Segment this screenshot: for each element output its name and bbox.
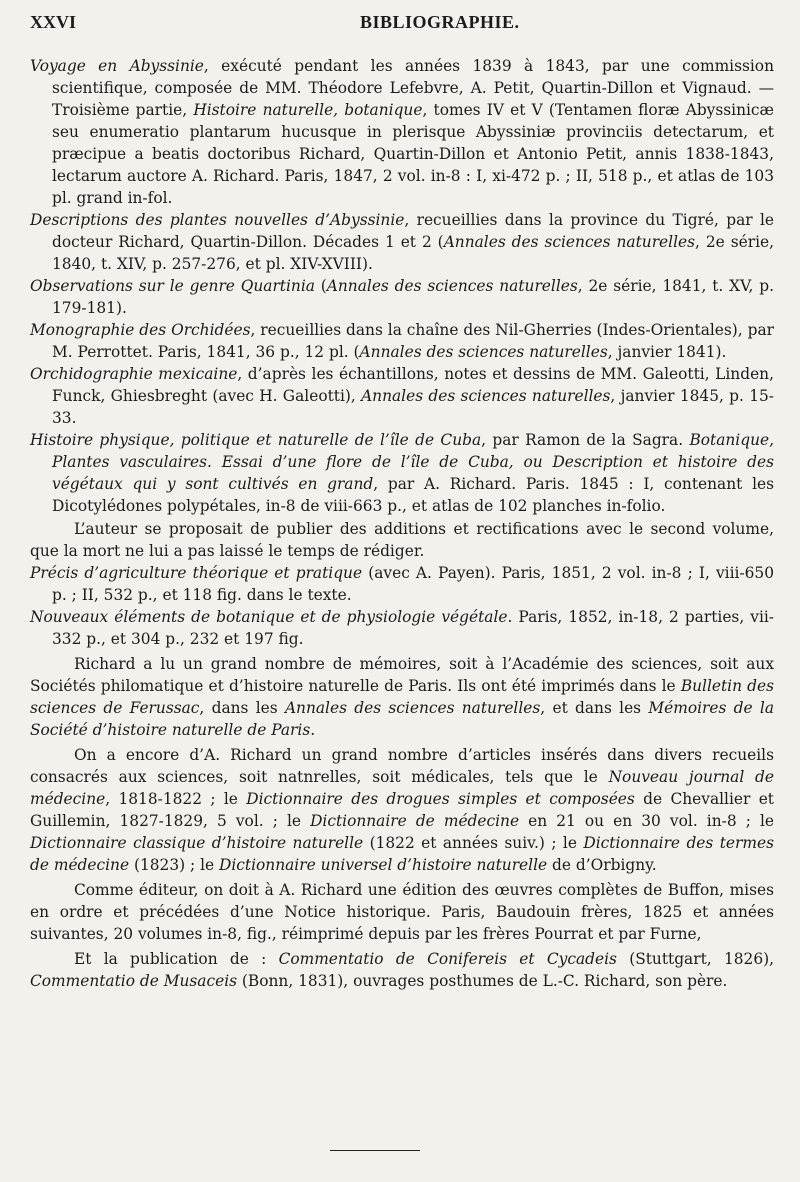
italic-title-text: Annales des sciences naturelles xyxy=(443,233,696,251)
text-segment: , par A. Richard. Paris. 1845 : I, contenant les Dicotylédones polypétales, in-8 de viii-663 p., et atlas de 102 planches in-folio. xyxy=(52,475,774,515)
note-cuba: L’auteur se proposait de publier des additions et rectifications avec le second volume, que la mort ne lui a pas laissé le temps de rédiger. xyxy=(30,520,774,560)
italic-title-text: Monographie des Orchidées xyxy=(30,321,251,339)
bib-entry-voyage-abyssinie xyxy=(30,55,774,209)
text-segment: Richard a lu un grand nombre de mémoires, soit à l’Académie des sciences, soit aux Sociétés philomatique et d’histoire naturelle de Paris. Ils ont été imprimés dans le xyxy=(30,655,774,695)
text-segment: , et dans les xyxy=(540,699,649,717)
end-rule xyxy=(330,1150,420,1151)
text-segment: (1823) ; le xyxy=(129,856,220,874)
text-segment: , recueillies dans la province du Tigré, par le docteur Richard, Quartin-Dillon. Décades 1 et 2 ( xyxy=(52,211,774,251)
italic-title-text: Dictionnaire de médecine xyxy=(310,812,520,830)
text-segment: en 21 ou en 30 vol. in-8 ; le xyxy=(519,812,774,830)
text-segment: , dans les xyxy=(199,699,285,717)
italic-title-text: Annales des sciences naturelles xyxy=(361,387,611,405)
paragraph-memoires xyxy=(30,653,774,741)
italic-title-text: Annales des sciences naturelles xyxy=(359,343,608,361)
text-segment: , janvier 1841). xyxy=(607,343,727,361)
text-segment: , exécuté pendant les années 1839 à 1843, par une commission scientifique, composée de MM. Théodore Lefebvre, A. Petit, Quartin-Dillon et Vignaud. — Troisième partie, xyxy=(52,57,774,119)
text-segment: Et la publication de : xyxy=(74,950,279,968)
text-segment: (Bonn, 1831), ouvrages posthumes de L.-C. Richard, son père. xyxy=(237,972,728,990)
italic-title-text: Annales des sciences naturelles xyxy=(326,277,578,295)
text-segment: (avec A. Payen). Paris, 1851, 2 vol. in-8 ; I, viii-650 p. ; II, 532 p., et 118 fig. dans le texte. xyxy=(52,564,775,604)
text-segment: . Paris, 1852, in-18, 2 parties, vii-332 p., et 304 p., 232 et 197 fig. xyxy=(52,608,774,648)
italic-title-text: Descriptions des plantes nouvelles d’Abyssinie xyxy=(30,211,405,229)
italic-title-text: Précis d’agriculture théorique et pratique xyxy=(30,564,363,582)
text-segment: Comme éditeur, on doit à A. Richard une édition des œuvres complètes de Buffon, mises en ordre et précédées d’une Notice historique. Paris, Baudouin frères, 1825 et années suivantes, 20 volumes in-8, fig., réimprimé depuis par les frères Pourrat et par Furne, xyxy=(30,881,774,943)
text-segment: , 2e série, 1841, t. XV, p. 179-181). xyxy=(52,277,774,317)
paragraph-publication xyxy=(30,948,774,992)
text-segment: de Chevallier et Guillemin, 1827-1829, 5 vol. ; le xyxy=(30,790,774,830)
bib-entry-cuba xyxy=(30,429,774,517)
italic-title-text: Mémoires de la Société d’histoire naturelle de Paris xyxy=(30,699,775,739)
text-segment: , tomes IV et V (Tentamen floræ Abyssinicæ seu enumeratio plantarum hucusque in plerisque Abyssiniæ provinciis detectarum, et præcipue a beatis doctoribus Richard, Quartin-Dillon et Antonio Petit, annis 1838-1843, lectarum auctore A. Richard. Paris, 1847, 2 vol. in-8 : I, xi-472 p. ; II, 518 p., et atlas de 103 pl. grand in-fol. xyxy=(52,101,775,207)
italic-title-text: Nouveau journal de médecine xyxy=(30,768,774,808)
paragraph-articles xyxy=(30,744,774,876)
italic-title-text: Histoire naturelle, botanique xyxy=(193,101,423,119)
italic-title-text: Dictionnaire des drogues simples et composées xyxy=(246,790,635,808)
text-segment: On a encore d’A. Richard un grand nombre d’articles insérés dans divers recueils consacrés aux sciences, soit natnrelles, soit médicales, tels que le xyxy=(30,746,774,786)
bibliography-body xyxy=(30,55,774,992)
italic-title-text: Commentatio de Musaceis xyxy=(30,972,238,990)
text-segment: , d’après les échantillons, notes et dessins de MM. Galeotti, Linden, Funck, Ghiesbreght (avec H. Galeotti), xyxy=(52,365,774,405)
running-title: BIBLIOGRAPHIE. xyxy=(360,12,520,32)
text-segment: , par Ramon de la Sagra. xyxy=(481,431,690,449)
text-segment: (Stuttgart, 1826), xyxy=(616,950,775,968)
italic-title-text: Bulletin des sciences de Ferussac xyxy=(30,677,774,717)
page-number: XXVI xyxy=(30,12,77,32)
text-segment: . xyxy=(310,721,316,739)
bib-entry-agriculture xyxy=(30,562,774,606)
text-segment: , 2e série, 1840, t. XIV, p. 257-276, et pl. XIV-XVIII). xyxy=(52,233,774,273)
text-segment: , recueillies dans la chaîne des Nil-Gherries (Indes-Orientales), par M. Perrottet. Paris, 1841, 36 p., 12 pl. ( xyxy=(52,321,774,361)
text-segment: ( xyxy=(314,277,327,295)
bib-entry-orchidographie xyxy=(30,363,774,429)
italic-title-text: Orchidographie mexicaine xyxy=(30,365,238,383)
italic-title-text: Annales des sciences naturelles xyxy=(284,699,541,717)
page-header xyxy=(30,12,770,38)
paragraph-buffon xyxy=(30,879,774,945)
italic-title-text: Histoire physique, politique et naturelle de l’île de Cuba xyxy=(30,431,482,449)
text-segment: , janvier 1845, p. 15-33. xyxy=(52,387,774,427)
italic-title-text: Nouveaux éléments de botanique et de physiologie végétale xyxy=(30,608,508,626)
bib-entry-orchidees xyxy=(30,319,774,363)
italic-title-text: Botanique, Plantes vasculaires. Essai d’une flore de l’île de Cuba, ou Description et histoire des végétaux qui y sont cultivés en grand xyxy=(52,431,774,493)
italic-title-text: Dictionnaire universel d’histoire naturelle xyxy=(219,856,548,874)
italic-title-text: Dictionnaire classique d’histoire naturelle xyxy=(30,834,364,852)
text-segment: de d’Orbigny. xyxy=(547,856,657,874)
text-segment: , 1818-1822 ; le xyxy=(105,790,247,808)
bib-entry-quartinia xyxy=(30,275,774,319)
bib-entry-plantes-abyssinie xyxy=(30,209,774,275)
italic-title-text: Commentatio de Conifereis et Cycadeis xyxy=(278,950,617,968)
italic-title-text: Voyage en Abyssinie xyxy=(30,57,204,75)
italic-title-text: Dictionnaire des termes de médecine xyxy=(30,834,774,874)
bib-entry-botanique xyxy=(30,606,774,650)
text-segment: (1822 et années suiv.) ; le xyxy=(363,834,584,852)
italic-title-text: Observations sur le genre Quartinia xyxy=(30,277,315,295)
